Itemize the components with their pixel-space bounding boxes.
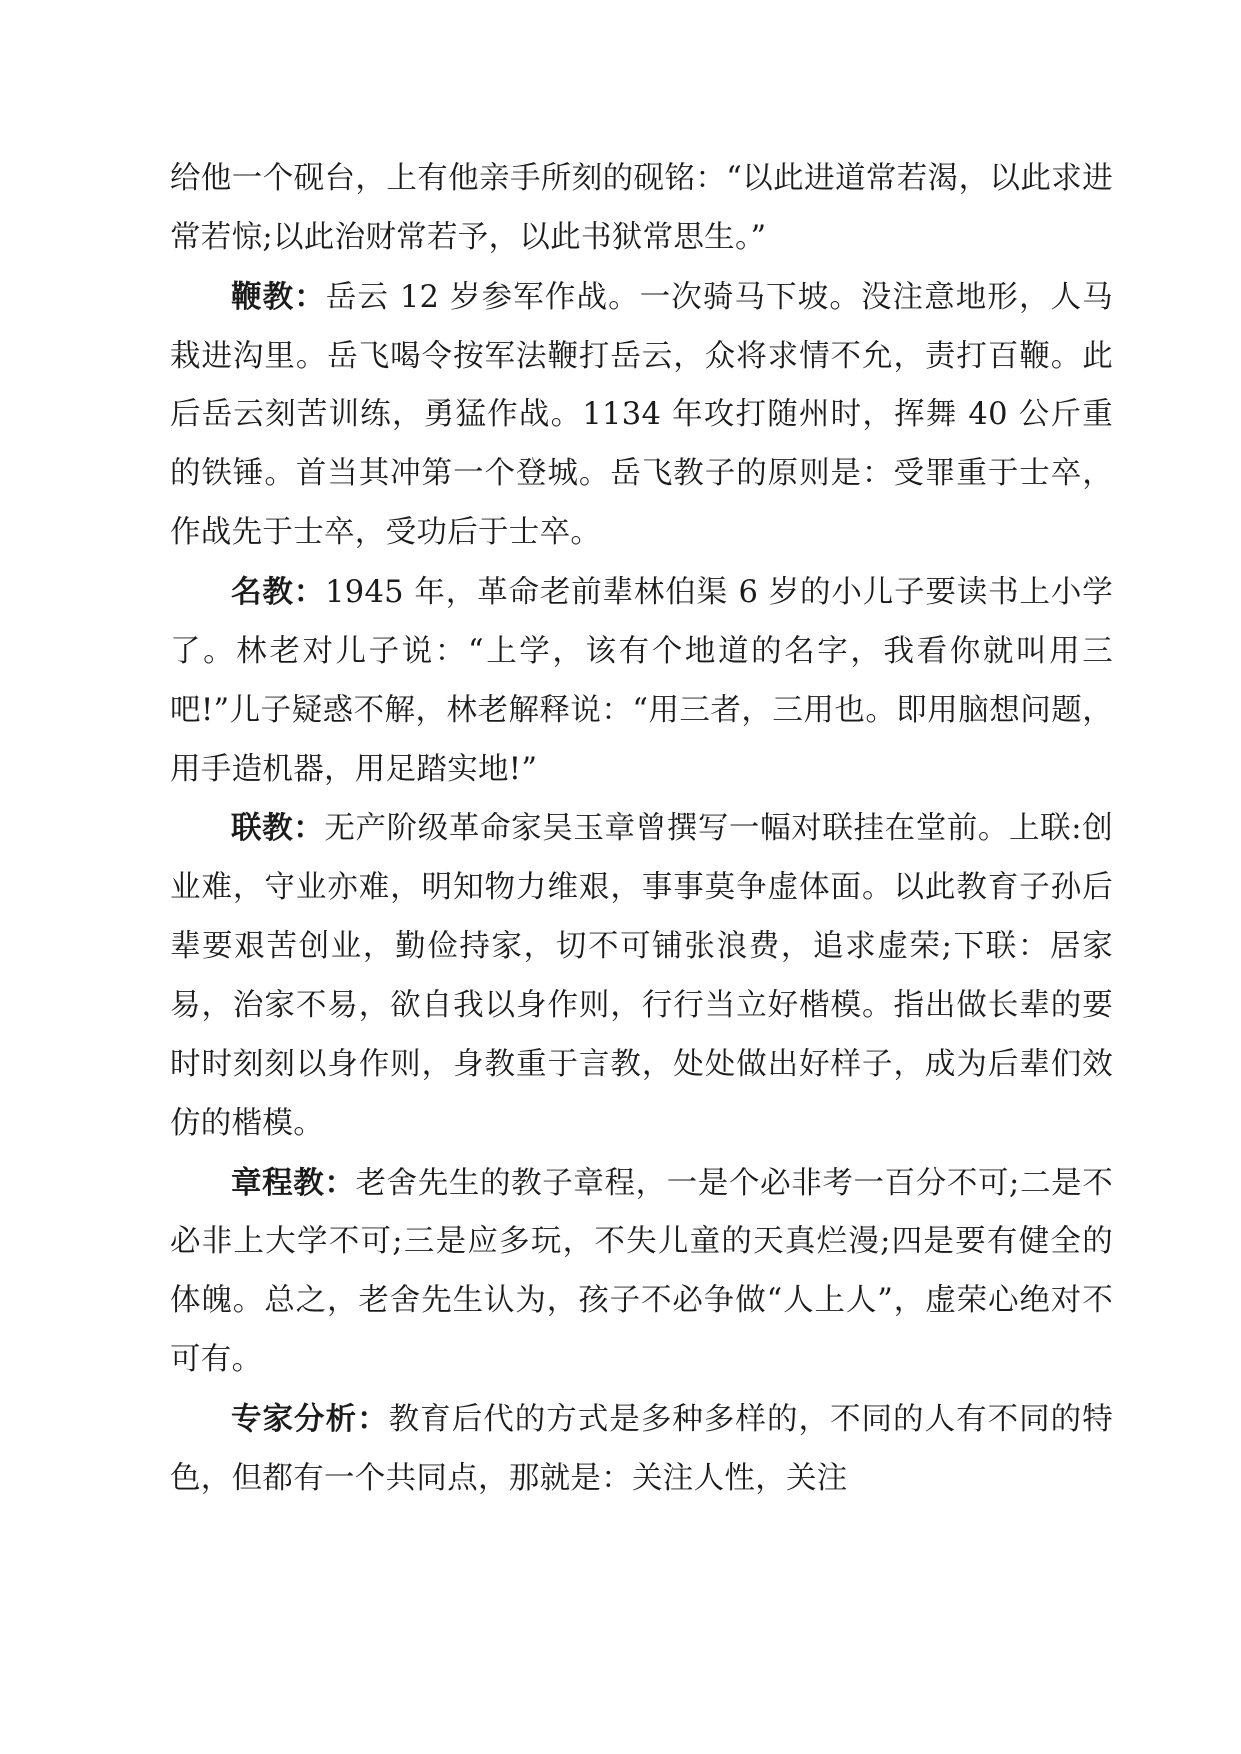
paragraph-lead-label: 专家分析： [231, 1401, 389, 1438]
paragraph-yanming [170, 150, 1113, 268]
paragraph-lead-label: 名教： [231, 574, 326, 611]
paragraph-bianjiao [170, 268, 1113, 563]
paragraph-text: 1945 年，革命老前辈林伯渠 6 岁的小儿子要读书上小学了。林老对儿子说：“上学，该有个地道的名字，我看你就叫用三吧!”儿子疑惑不解，林老解释说：“用三者，三用也。即用脑想问题，用手造机器，用足踏实地!” [170, 575, 1114, 787]
paragraph-mingjiao [170, 563, 1113, 799]
paragraph-lead-label: 鞭教： [231, 278, 326, 315]
paragraph-text: 教育后代的方式是多种多样的，不同的人有不同的特色，但都有一个共同点，那就是：关注人性，关注 [170, 1402, 1114, 1496]
paragraph-text: 无产阶级革命家吴玉章曾撰写一幅对联挂在堂前。上联:创业难，守业亦难，明知物力维艰，事事莫争虚体面。以此教育子孙后辈要艰苦创业，勤俭持家，切不可铺张浪费，追求虚荣;下联：居家易，治家不易，欲自我以身作则，行行当立好楷模。指出做长辈的要时时刻刻以身作则，身教重于言教，处处做出好样子，成为后辈们效仿的楷模。 [170, 811, 1113, 1141]
paragraph-lead-label: 章程教： [231, 1164, 356, 1201]
document-body [170, 150, 1113, 1509]
paragraph-text: 老舍先生的教子章程，一是个必非考一百分不可;二是不必非上大学不可;三是应多玩，不失儿童的天真烂漫;四是要有健全的体魄。总之，老舍先生认为，孩子不必争做“人上人”，虚荣心绝对不可有。 [170, 1165, 1114, 1378]
paragraph-text: 岳云 12 岁参军作战。一次骑马下坡。没注意地形，人马栽进沟里。岳飞喝令按军法鞭打岳云，众将求情不允，责打百鞭。此后岳云刻苦训练，勇猛作战。1134 年攻打随州时，挥舞 40 公斤重的铁锤。首当其冲第一个登城。岳飞教子的原则是：受罪重于士卒，作战先于士卒，受功后于士卒。 [170, 279, 1113, 551]
paragraph-text: 给他一个砚台，上有他亲手所刻的砚铭：“以此进道常若渴，以此求进常若惊;以此治财常若予，以此书狱常思生。” [170, 161, 1113, 255]
paragraph-zhuanjiafenxi [170, 1390, 1113, 1509]
paragraph-lead-label: 联教： [231, 810, 325, 847]
paragraph-zhangchengjiao [170, 1154, 1113, 1390]
paragraph-lianjiao [170, 799, 1113, 1153]
